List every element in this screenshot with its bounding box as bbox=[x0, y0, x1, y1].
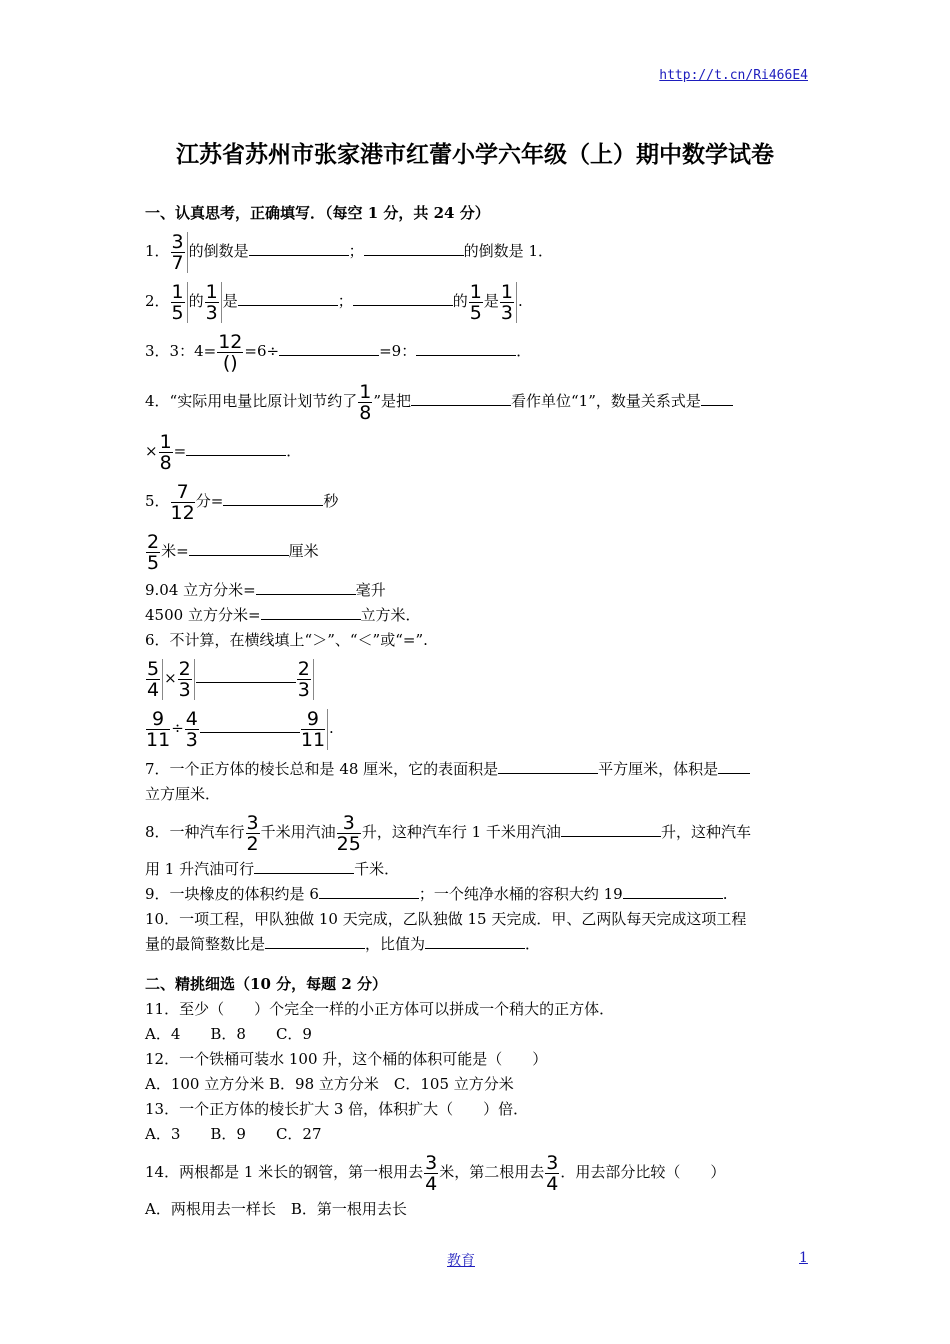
fraction bbox=[500, 282, 517, 323]
numerator: 2 bbox=[147, 530, 160, 553]
q10-text: ，比值为 bbox=[365, 935, 426, 953]
fraction bbox=[178, 659, 195, 700]
answer-blank[interactable] bbox=[561, 821, 661, 837]
q1-text: ； bbox=[348, 242, 364, 260]
section1-heading: 一、认真思考，正确填写．（每空 1 分，共 24 分） bbox=[145, 204, 490, 222]
q9-text: . bbox=[722, 885, 728, 903]
fraction bbox=[424, 1153, 438, 1194]
denominator: 2 bbox=[246, 832, 259, 855]
question-10: 10．一项工程，甲队独做 10 天完成，乙队独做 15 天完成．甲、乙两队每天完成这项工程 bbox=[145, 910, 747, 928]
answer-blank[interactable] bbox=[718, 758, 750, 774]
q2-text: . bbox=[518, 292, 523, 310]
fraction bbox=[159, 432, 173, 473]
fraction bbox=[469, 282, 483, 323]
q4-text: ． bbox=[286, 442, 302, 460]
q1-text: 的倒数是 bbox=[188, 242, 249, 260]
numerator: 1 bbox=[359, 380, 372, 403]
answer-blank[interactable] bbox=[186, 440, 286, 456]
answer-blank[interactable] bbox=[265, 933, 365, 949]
fraction bbox=[246, 813, 260, 854]
numerator: 3 bbox=[425, 1151, 438, 1174]
q5-number: 5． bbox=[145, 492, 170, 510]
question-14-options: A．两根用去一样长 B．第一根用去长 bbox=[145, 1200, 407, 1218]
q4-text: ”是把 bbox=[373, 392, 411, 410]
numerator: 9 bbox=[146, 709, 170, 730]
denominator: 8 bbox=[159, 451, 172, 474]
numerator: 2 bbox=[178, 657, 191, 680]
answer-blank[interactable] bbox=[411, 390, 511, 406]
q8-text: 升，这种汽车 bbox=[660, 823, 751, 841]
denominator: () bbox=[222, 351, 238, 374]
q5-text: 米= bbox=[161, 542, 189, 560]
q3-text: ． bbox=[516, 342, 532, 360]
question-12-options: A．100 立方分米 B．98 立方分米 C．105 立方分米 bbox=[145, 1075, 514, 1093]
numerator: 2 bbox=[297, 657, 310, 680]
multiply-sign: × bbox=[164, 669, 177, 687]
question-12: 12．一个铁桶可装水 100 升，这个桶的体积可能是（ ） bbox=[145, 1050, 548, 1068]
answer-blank[interactable] bbox=[279, 340, 379, 356]
fraction bbox=[337, 813, 361, 854]
q1-text: 的倒数是 1． bbox=[463, 242, 553, 260]
denominator: 8 bbox=[359, 401, 372, 424]
fraction bbox=[171, 282, 188, 323]
header-url-link[interactable]: http://t.cn/Ri466E4 bbox=[659, 68, 808, 83]
page-number: 1 bbox=[799, 1250, 808, 1266]
fraction bbox=[185, 709, 199, 750]
answer-blank[interactable] bbox=[319, 883, 419, 899]
question-8 bbox=[145, 807, 810, 857]
answer-blank[interactable] bbox=[200, 717, 300, 733]
q5-text: 分= bbox=[195, 492, 224, 510]
q5-text: 立方米． bbox=[360, 606, 421, 624]
answer-blank[interactable] bbox=[256, 579, 356, 595]
q8-text: 千米用汽油 bbox=[260, 823, 336, 841]
fraction bbox=[146, 532, 160, 573]
q4-number: 4． bbox=[145, 392, 170, 410]
numerator: 7 bbox=[171, 482, 195, 503]
q4-text: 看作单位“1”，数量关系式是 bbox=[510, 392, 701, 410]
q8-text: 8．一种汽车行 bbox=[145, 823, 245, 841]
q4-text: = bbox=[173, 442, 187, 460]
numerator: 4 bbox=[185, 707, 198, 730]
q7-text: 7．一个正方体的棱长总和是 48 厘米，它的表面积是 bbox=[145, 760, 499, 778]
question-11: 11．至少（ ）个完全一样的小正方体可以拼成一个稍大的正方体． bbox=[145, 1000, 615, 1018]
question-6-a bbox=[145, 653, 810, 703]
question-3 bbox=[145, 326, 810, 376]
q2-number: 2． bbox=[145, 292, 170, 310]
question-13: 13．一个正方体的棱长扩大 3 倍，体积扩大（ ）倍． bbox=[145, 1100, 529, 1118]
footer-link[interactable]: 教育 bbox=[447, 1253, 475, 1269]
denominator: 3 bbox=[205, 301, 218, 324]
numerator: 3 bbox=[337, 813, 361, 834]
numerator: 1 bbox=[469, 280, 482, 303]
fraction bbox=[217, 332, 243, 373]
q2-text: 的 bbox=[452, 292, 468, 310]
q9-text: ；一个纯净水桶的容积大约 19 bbox=[418, 885, 623, 903]
q8-text: 千米． bbox=[354, 860, 400, 878]
numerator: 9 bbox=[301, 709, 325, 730]
section2-heading: 二、精挑细选（10 分，每题 2 分） bbox=[145, 975, 387, 993]
q14-text: ．用去部分比较（ ） bbox=[560, 1163, 726, 1181]
denominator: 4 bbox=[147, 678, 160, 701]
numerator: 12 bbox=[218, 330, 243, 353]
fraction bbox=[545, 1153, 559, 1194]
q2-text: 的 bbox=[188, 292, 204, 310]
answer-blank[interactable] bbox=[425, 933, 525, 949]
question-4-cont bbox=[145, 426, 810, 476]
q5-text: 秒 bbox=[323, 492, 339, 510]
question-10-cont bbox=[145, 932, 810, 957]
denominator: 12 bbox=[170, 501, 195, 524]
answer-blank[interactable] bbox=[353, 290, 453, 306]
fraction bbox=[301, 709, 328, 750]
answer-blank[interactable] bbox=[623, 883, 723, 899]
fraction bbox=[358, 382, 372, 423]
fraction bbox=[297, 659, 314, 700]
q3-text: =6÷ bbox=[244, 342, 280, 360]
fraction bbox=[171, 232, 188, 273]
denominator: 3 bbox=[178, 678, 191, 701]
question-6: 6．不计算，在横线填上“＞”、“＜”或“=”. bbox=[145, 631, 428, 649]
answer-blank[interactable] bbox=[416, 340, 516, 356]
numerator: 3 bbox=[246, 811, 259, 834]
fraction bbox=[146, 709, 170, 750]
q3-text: 3．3：4= bbox=[145, 342, 217, 360]
q14-text: 14．两根都是 1 米长的钢管，第一根用去 bbox=[145, 1163, 424, 1181]
question-5-part2 bbox=[145, 526, 810, 576]
question-6-b bbox=[145, 703, 810, 753]
q2-text: 是 bbox=[222, 292, 238, 310]
divide-sign: ÷ bbox=[171, 719, 184, 737]
q5-text: 9.04 立方分米= bbox=[145, 581, 256, 599]
fraction bbox=[146, 659, 163, 700]
question-7-cont: 立方厘米． bbox=[145, 785, 221, 803]
answer-blank[interactable] bbox=[701, 390, 733, 406]
q10-text: ． bbox=[525, 935, 541, 953]
denominator: 3 bbox=[297, 678, 310, 701]
question-5 bbox=[145, 476, 810, 526]
q14-text: 米，第二根用去 bbox=[439, 1163, 545, 1181]
q1-number: 1． bbox=[145, 242, 170, 260]
answer-blank[interactable] bbox=[249, 240, 349, 256]
question-5-part4 bbox=[145, 603, 810, 628]
question-8-cont bbox=[145, 857, 810, 882]
answer-blank[interactable] bbox=[254, 858, 354, 874]
question-7 bbox=[145, 757, 810, 782]
q8-text: 升，这种汽车行 1 千米用汽油 bbox=[361, 823, 561, 841]
q4-text: “实际用电量比原计划节约了 bbox=[169, 392, 358, 410]
question-1 bbox=[145, 226, 810, 276]
q7-text: 平方厘米，体积是 bbox=[598, 760, 719, 778]
denominator: 11 bbox=[146, 728, 171, 751]
denominator: 7 bbox=[171, 251, 184, 274]
answer-blank[interactable] bbox=[196, 667, 296, 683]
q5-text: 厘米 bbox=[288, 542, 319, 560]
numerator: 3 bbox=[546, 1151, 559, 1174]
question-13-options: A．3 B．9 C．27 bbox=[145, 1125, 322, 1143]
denominator: 25 bbox=[336, 832, 361, 855]
denominator: 4 bbox=[546, 1172, 559, 1195]
question-11-options: A．4 B．8 C．9 bbox=[145, 1025, 312, 1043]
answer-blank[interactable] bbox=[238, 290, 338, 306]
denominator: 3 bbox=[185, 728, 198, 751]
denominator: 5 bbox=[171, 301, 184, 324]
fraction bbox=[205, 282, 222, 323]
denominator: 3 bbox=[500, 301, 513, 324]
q2-text: ； bbox=[337, 292, 353, 310]
document-body bbox=[145, 200, 810, 1222]
q4-text: × bbox=[145, 442, 158, 460]
page-title: 江苏省苏州市张家港市红蕾小学六年级（上）期中数学试卷 bbox=[176, 141, 774, 168]
q5-text: 毫升 bbox=[355, 581, 386, 599]
denominator: 5 bbox=[147, 551, 160, 574]
q10-text: 量的最简整数比是 bbox=[145, 935, 266, 953]
q9-text: 9．一块橡皮的体积约是 6 bbox=[145, 885, 319, 903]
fraction bbox=[171, 482, 195, 523]
numerator: 1 bbox=[171, 280, 184, 303]
question-9 bbox=[145, 882, 810, 907]
answer-blank[interactable] bbox=[364, 240, 464, 256]
denominator: 4 bbox=[425, 1172, 438, 1195]
numerator: 5 bbox=[147, 657, 160, 680]
answer-blank[interactable] bbox=[498, 758, 598, 774]
answer-blank[interactable] bbox=[189, 540, 289, 556]
denominator: 11 bbox=[300, 728, 326, 751]
denominator: 5 bbox=[469, 301, 482, 324]
answer-blank[interactable] bbox=[261, 604, 361, 620]
question-4 bbox=[145, 376, 810, 426]
answer-blank[interactable] bbox=[223, 490, 323, 506]
q5-text: 4500 立方分米= bbox=[145, 606, 261, 624]
numerator: 3 bbox=[171, 230, 184, 253]
q8-text: 用 1 升汽油可行 bbox=[145, 860, 255, 878]
q2-text: 是 bbox=[483, 292, 499, 310]
numerator: 1 bbox=[500, 280, 513, 303]
numerator: 1 bbox=[205, 280, 218, 303]
question-5-part3 bbox=[145, 578, 810, 603]
question-2 bbox=[145, 276, 810, 326]
q6-text: . bbox=[329, 719, 334, 737]
question-14 bbox=[145, 1147, 810, 1197]
numerator: 1 bbox=[159, 430, 172, 453]
q3-text: =9： bbox=[379, 342, 417, 360]
